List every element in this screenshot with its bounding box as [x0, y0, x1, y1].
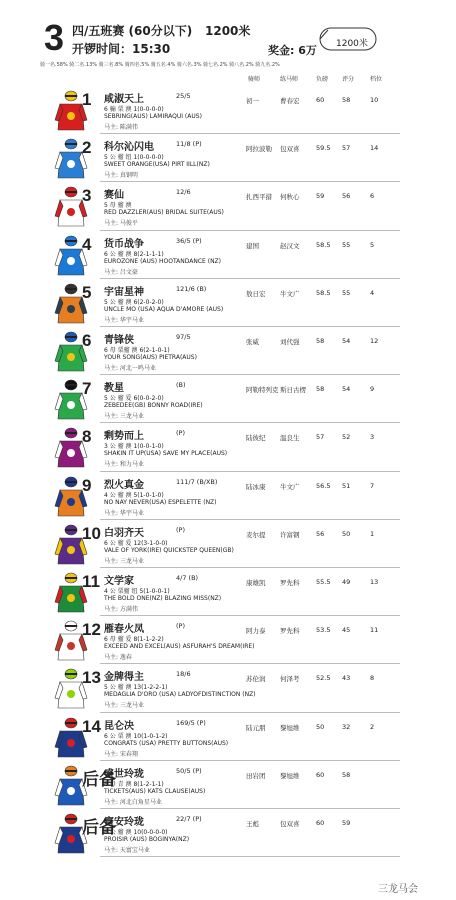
horse-details: 6 骟 栗 澳 1(0-0-0-0) [104, 106, 164, 113]
horse-details: 3 公 骝 澳 1(0-0-1-0) [104, 443, 164, 451]
jockey-name: 阿力泰 [246, 627, 266, 636]
runner-row[interactable] [0, 713, 456, 762]
horse-owner: 马主: 天富宝马业 [104, 847, 150, 854]
horse-odds: 97/5 [176, 333, 191, 341]
runner-number: 后备 [82, 818, 116, 837]
horse-odds: (P) [176, 429, 185, 438]
trainer-name: 黎旭维 [280, 723, 300, 732]
horse-rating: 43 [342, 674, 351, 683]
trainer-name: 罗先科 [280, 627, 300, 636]
horse-pedigree: SWEET ORANGE(USA) PIRT IILL(NZ) [104, 161, 210, 169]
horse-name[interactable]: 咸淑天上 [104, 94, 144, 105]
runner-number: 13 [82, 668, 101, 688]
horse-pedigree: NO NAY NEVER(USA) ESPELETTE (NZ) [104, 498, 217, 506]
jockey-name: 阿拉波勒 [246, 145, 272, 154]
jockey-name: 康雄凯 [246, 579, 266, 587]
runner-row[interactable] [0, 472, 456, 521]
jockey-name: 苏伦润 [246, 675, 266, 684]
carried-weight: 59.5 [316, 144, 331, 153]
trainer-name: 包双喜 [280, 820, 300, 828]
horse-odds: (P) [176, 622, 185, 631]
horse-details: 5 公 骝 澳 13(1-2-2-1) [104, 684, 168, 692]
runner-number: 6 [82, 331, 92, 350]
trainer-name: 刘代强 [280, 338, 300, 346]
horse-rating: 59 [342, 819, 351, 827]
horse-pedigree: EXCEED AND EXCEL(AUS) ASFURAH'S DREAM(IRE) [104, 643, 255, 651]
horse-name[interactable]: 青锋侠 [104, 335, 134, 346]
horse-rating: 56 [342, 192, 351, 201]
horse-pedigree: UNCLE MO (USA) AQUA D'AMORE (AUS) [104, 305, 224, 313]
horse-details: 5 公 骝 爱 6(0-0-2-0) [104, 395, 164, 403]
horse-owner: 马主: 吕文豪 [104, 268, 138, 276]
horse-pedigree: SHAKIN IT UP(USA) SAVE MY PLACE(AUS) [104, 450, 228, 458]
horse-details: 6 母 骝 爱 8(1-1-2-2) [104, 636, 164, 644]
horse-pedigree: VALE OF YORK(IRE) QUICKSTEP QUEEN(GB) [104, 546, 234, 554]
col-jockey: 骑师 [248, 76, 261, 83]
horse-rating: 55 [342, 288, 351, 297]
horse-details: 4 公 骝 澳 5(1-0-1-0) [104, 491, 164, 499]
runner-number: 11 [82, 572, 100, 591]
carried-weight: 58.5 [316, 288, 331, 297]
horse-owner: 马主: 华宇马业 [104, 316, 144, 324]
jockey-name: 田岩团 [246, 771, 266, 780]
runner-number: 12 [82, 620, 101, 640]
jockey-name: 王彪 [246, 820, 259, 828]
horse-name[interactable]: 盛世玲珑 [104, 768, 144, 780]
horse-rating: 58 [342, 770, 351, 779]
horse-name[interactable]: 雁春火凤 [104, 624, 144, 636]
jockey-name: 麦尔提 [246, 530, 266, 539]
horse-pedigree: THE BOLD ONE(NZ) BLAZING MISS(NZ) [104, 595, 222, 602]
barrier-draw: 14 [370, 144, 379, 153]
horse-odds: (B) [176, 381, 186, 390]
horse-rating: 32 [342, 722, 351, 731]
horse-owner: 马主: 三龙马业 [104, 702, 144, 710]
horse-name[interactable]: 赛仙 [104, 190, 124, 202]
runner-number: 5 [82, 282, 92, 302]
horse-odds: (P) [176, 525, 185, 534]
barrier-draw: 3 [370, 433, 375, 442]
horse-owner: 马主: 华宇马业 [104, 509, 144, 517]
jockey-name: 陆冰康 [246, 482, 266, 491]
horse-pedigree: CONGRATS (USA) PRETTY BUTTONS(AUS) [104, 739, 229, 747]
horse-odds: 121/6 (B) [176, 284, 207, 293]
horse-odds: 11/8 (P) [176, 140, 202, 149]
carried-weight: 60 [316, 770, 325, 779]
horse-odds: 111/7 (B/XB) [176, 477, 218, 486]
barrier-draw: 6 [370, 192, 375, 201]
col-weight: 负磅 [316, 76, 329, 83]
barrier-draw: 1 [370, 529, 375, 538]
carried-weight: 52.5 [316, 674, 331, 683]
jockey-name: 建国 [246, 241, 259, 250]
jockey-name: 张威 [246, 338, 259, 346]
horse-pedigree: MEDAGLIA D'ORO (USA) LADYOFDISTINCTION (NZ) [104, 691, 256, 699]
runner-row[interactable] [0, 423, 456, 472]
horse-pedigree: EUROZONE (AUS) HOOTANDANCE (NZ) [104, 257, 222, 265]
runner-row[interactable] [0, 761, 456, 810]
horse-odds: 50/5 (P) [176, 766, 202, 775]
win-percentage-row: 骑一名.58% 骑二名.13% 骑三名.8% 骑四名.5% 骑五名.4% 骑六名.3% 骑七名.2% 骑八名.2% 骑九名.2% [40, 62, 280, 68]
runner-row[interactable] [0, 231, 456, 280]
barrier-draw: 10 [370, 96, 379, 104]
jockey-name: 扎西平措 [246, 193, 272, 202]
runner-row[interactable] [0, 375, 456, 424]
col-rating: 评分 [342, 76, 355, 83]
horse-name[interactable]: 文学家 [104, 576, 134, 587]
horse-odds: 36/5 (P) [176, 236, 202, 245]
horse-name[interactable]: 白羽齐天 [104, 527, 144, 539]
runner-row[interactable] [0, 134, 456, 183]
barrier-draw: 7 [370, 481, 375, 490]
race-class: 四/五班赛 (60分以下) [72, 24, 193, 38]
horse-pedigree: TICKETS(AUS) KATS CLAUSE(AUS) [104, 787, 206, 795]
runner-row[interactable] [0, 182, 456, 231]
horse-owner: 马主: 和力马业 [104, 461, 144, 469]
barrier-draw: 12 [370, 337, 379, 345]
runner-number: 1 [82, 90, 92, 109]
runner-number: 7 [82, 379, 92, 399]
horse-details: 5 公 骝 澳 6(2-0-2-0) [104, 298, 164, 306]
horse-owner: 马主: 方满伟 [104, 606, 138, 613]
horse-rating: 58 [342, 96, 351, 104]
jockey-name: 初一 [246, 97, 259, 105]
horse-rating: 49 [342, 578, 351, 586]
horse-rating: 45 [342, 626, 351, 635]
runner-number: 2 [82, 138, 92, 158]
track-distance-label: 1200米 [336, 39, 368, 49]
horse-rating: 54 [342, 337, 351, 345]
trainer-name: 牛文广 [280, 482, 300, 491]
carried-weight: 60 [316, 819, 325, 827]
barrier-draw: 8 [370, 674, 375, 683]
runner-row[interactable] [0, 86, 456, 135]
horse-rating: 50 [342, 529, 351, 538]
runner-row[interactable] [0, 809, 456, 858]
carried-weight: 55.5 [316, 578, 331, 586]
horse-name[interactable]: 昆仑决 [104, 720, 134, 732]
horse-rating: 54 [342, 385, 351, 394]
horse-name[interactable]: 货币战争 [104, 238, 144, 250]
runner-number: 9 [82, 475, 92, 495]
trainer-name: 温良生 [280, 434, 300, 443]
barrier-draw: 2 [370, 722, 375, 731]
footer-brand: 三龙马会 [378, 884, 418, 895]
col-trainer: 练马师 [280, 76, 299, 83]
horse-rating: 55 [342, 240, 351, 249]
horse-name[interactable]: 剩势而上 [104, 431, 144, 443]
carried-weight: 56 [316, 529, 325, 538]
runner-number: 8 [82, 427, 92, 447]
race-number: 3 [44, 17, 65, 58]
horse-rating: 51 [342, 481, 351, 490]
horse-details: 6 公 栗 澳 10(1-0-1-2) [104, 732, 168, 740]
horse-details: 5 公 骝 纽 1(0-0-0-0) [104, 154, 164, 162]
horse-owner: 马主: 河北一鸣马业 [104, 365, 156, 372]
horse-owner: 马主: 真钢明 [104, 172, 138, 180]
jockey-name: 敖日宏 [246, 289, 266, 298]
barrier-draw: 13 [370, 578, 379, 586]
horse-odds: 18/6 [176, 670, 191, 679]
race-start-time: 开锣时间：15:30 [72, 42, 171, 56]
horse-owner: 马主: 逸春 [104, 654, 132, 662]
horse-pedigree: YOUR SONG(AUS) PIETRA(AUS) [104, 354, 197, 361]
horse-pedigree: RED DAZZLER(AUS) BRIDAL SUITE(AUS) [104, 209, 224, 217]
trainer-name: 赵汉文 [280, 241, 300, 250]
jockey-name: 陆元朋 [246, 723, 266, 732]
trainer-name: 何泽考 [280, 675, 300, 684]
trainer-name: 牛文广 [280, 289, 300, 298]
runner-row[interactable] [0, 327, 456, 376]
horse-details: 4 公 栗骝 纽 5(1-0-0-1) [104, 588, 170, 595]
runner-row[interactable] [0, 664, 456, 713]
horse-name[interactable]: 富安玲珑 [104, 817, 144, 828]
horse-owner: 马主: 三龙马业 [104, 557, 144, 565]
runner-row[interactable] [0, 568, 456, 617]
barrier-draw: 9 [370, 385, 375, 394]
horse-details: 6 公 骝 爱 12(3-1-0-0) [104, 539, 168, 547]
horse-name[interactable]: 科尔沁闪电 [104, 142, 154, 154]
runner-number: 10 [82, 523, 101, 543]
trainer-name: 黎旭维 [280, 771, 300, 780]
runner-number: 3 [82, 186, 92, 206]
runner-row[interactable] [0, 279, 456, 328]
horse-details: 6 母 栗骝 澳 6(2-1-0-1) [104, 347, 170, 354]
barrier-draw: 4 [370, 288, 375, 297]
trainer-name: 许富钢 [280, 530, 300, 539]
horse-owner: 马主: 河北白角星马业 [104, 798, 162, 806]
carried-weight: 60 [316, 96, 325, 104]
carried-weight: 58 [316, 337, 325, 345]
horse-rating: 52 [342, 433, 351, 442]
horse-details: 6 母 青 澳 8(1-2-1-1) [104, 780, 164, 788]
carried-weight: 57 [316, 433, 325, 442]
horse-name[interactable]: 宇宙星神 [104, 286, 144, 298]
horse-odds: 22/7 (P) [176, 815, 202, 823]
trainer-name: 何秋心 [280, 193, 300, 202]
barrier-draw: 11 [370, 626, 379, 635]
carried-weight: 56.5 [316, 481, 331, 490]
runner-row[interactable] [0, 616, 456, 665]
trainer-name: 斯日古楞 [280, 386, 306, 395]
trainer-name: 罗先科 [280, 579, 300, 587]
jockey-name: 阿勒特列克 [246, 386, 279, 395]
horse-details: 6 公 骝 澳 8(2-1-1-1) [104, 250, 164, 258]
horse-pedigree: SEBRING(AUS) LAMIRAQUI (AUS) [104, 113, 202, 120]
carried-weight: 58.5 [316, 240, 331, 249]
horse-owner: 马主: 陈满伟 [104, 124, 138, 131]
col-barrier: 档位 [370, 76, 383, 83]
carried-weight: 50 [316, 722, 325, 731]
horse-name[interactable]: 教星 [104, 383, 124, 395]
horse-details: 5 母 骝 澳 [104, 202, 132, 210]
horse-name[interactable]: 金牌得主 [104, 672, 144, 684]
horse-odds: 4/7 (B) [176, 574, 199, 582]
horse-odds: 12/6 [176, 188, 191, 197]
barrier-draw: 5 [370, 240, 375, 249]
race-distance: 1200米 [205, 24, 251, 38]
runner-number: 4 [82, 234, 92, 254]
runner-number: 14 [82, 716, 101, 736]
race-header [0, 0, 456, 72]
carried-weight: 53.5 [316, 626, 331, 635]
horse-rating: 57 [342, 144, 351, 153]
horse-owner: 马主: 宋春翔 [104, 750, 138, 758]
horse-odds: 169/5 (P) [176, 718, 206, 727]
carried-weight: 58 [316, 385, 325, 394]
horse-owner: 马主: 马俊平 [104, 220, 138, 228]
trainer-name: 包双喜 [280, 145, 300, 154]
jockey-name: 陆彼纪 [246, 434, 266, 443]
horse-details: 6 公 骝 澳 10(0-0-0-0) [104, 829, 168, 836]
horse-pedigree: ZEBEDEE(GB) BONNY ROAD(IRE) [104, 402, 203, 410]
runner-number: 后备 [82, 769, 116, 789]
horse-pedigree: PROISIR (AUS) BOGINYA(NZ) [104, 836, 190, 843]
race-prize: 奖金: 6万 [268, 44, 317, 57]
horse-name[interactable]: 烈火真金 [104, 479, 144, 491]
horse-owner: 马主: 三龙马业 [104, 413, 144, 421]
trainer-name: 曹春宏 [280, 97, 300, 105]
carried-weight: 59 [316, 192, 325, 201]
horse-odds: 25/5 [176, 92, 191, 100]
row-divider [100, 856, 400, 857]
runner-row[interactable] [0, 520, 456, 569]
